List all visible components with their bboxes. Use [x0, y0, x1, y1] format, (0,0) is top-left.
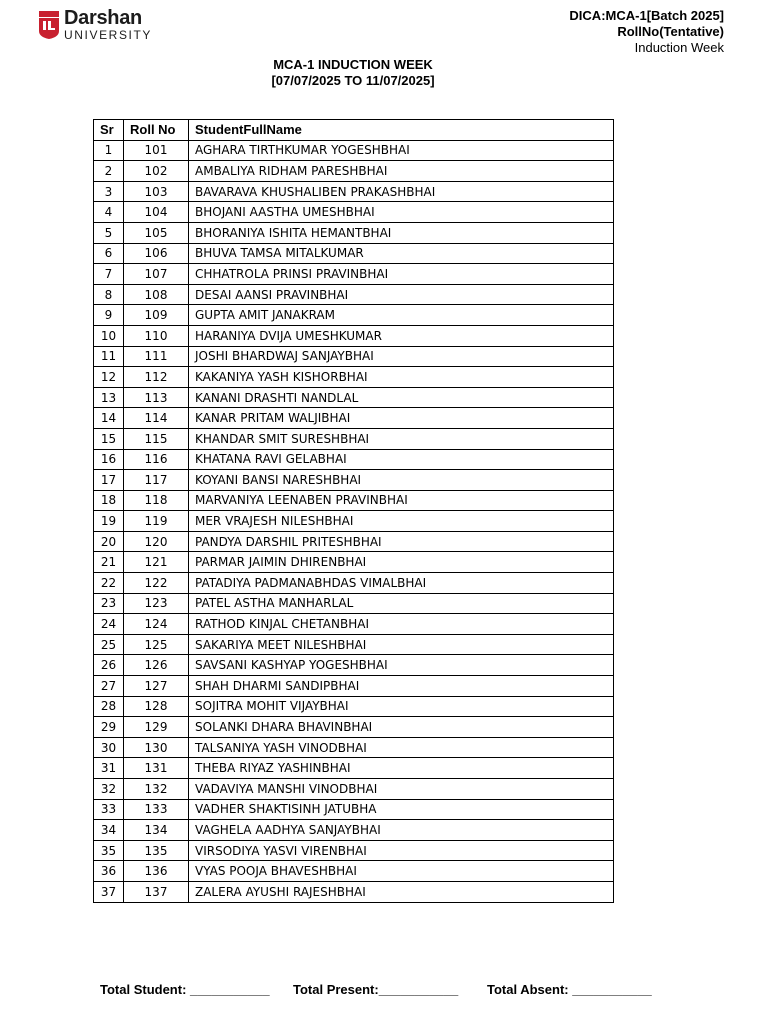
cell-student-name: BAVARAVA KHUSHALIBEN PRAKASHBHAI [189, 181, 614, 202]
total-present-field: Total Present:___________ [293, 982, 459, 997]
table-row [94, 490, 614, 511]
cell-student-name: VYAS POOJA BHAVESHBHAI [189, 861, 614, 882]
cell-student-name: KANANI DRASHTI NANDLAL [189, 387, 614, 408]
cell-student-name: VADHER SHAKTISINH JATUBHA [189, 799, 614, 820]
cell-roll-no: 106 [124, 243, 189, 264]
cell-sr: 8 [94, 284, 124, 305]
document-header-info [569, 8, 724, 56]
student-roster-table [93, 119, 614, 903]
event-label: Induction Week [634, 40, 724, 55]
cell-student-name: RATHOD KINJAL CHETANBHAI [189, 614, 614, 635]
cell-student-name: MARVANIYA LEENABEN PRAVINBHAI [189, 490, 614, 511]
cell-student-name: PATEL ASTHA MANHARLAL [189, 593, 614, 614]
table-row [94, 593, 614, 614]
table-row [94, 779, 614, 800]
table-row [94, 346, 614, 367]
cell-sr: 26 [94, 655, 124, 676]
cell-roll-no: 121 [124, 552, 189, 573]
table-row [94, 799, 614, 820]
cell-student-name: SAKARIYA MEET NILESHBHAI [189, 634, 614, 655]
table-row [94, 573, 614, 594]
cell-roll-no: 133 [124, 799, 189, 820]
cell-student-name: MER VRAJESH NILESHBHAI [189, 511, 614, 532]
cell-roll-no: 111 [124, 346, 189, 367]
cell-sr: 21 [94, 552, 124, 573]
cell-sr: 12 [94, 367, 124, 388]
cell-student-name: VIRSODIYA YASVI VIRENBHAI [189, 840, 614, 861]
cell-roll-no: 115 [124, 428, 189, 449]
cell-roll-no: 129 [124, 717, 189, 738]
cell-sr: 33 [94, 799, 124, 820]
cell-sr: 15 [94, 428, 124, 449]
table-row [94, 696, 614, 717]
cell-sr: 22 [94, 573, 124, 594]
cell-roll-no: 128 [124, 696, 189, 717]
cell-roll-no: 119 [124, 511, 189, 532]
cell-sr: 18 [94, 490, 124, 511]
cell-student-name: AMBALIYA RIDHAM PARESHBHAI [189, 161, 614, 182]
cell-roll-no: 122 [124, 573, 189, 594]
cell-sr: 4 [94, 202, 124, 223]
table-body [94, 140, 614, 902]
university-emblem-icon [37, 11, 61, 39]
cell-sr: 24 [94, 614, 124, 635]
table-row [94, 428, 614, 449]
cell-roll-no: 101 [124, 140, 189, 161]
cell-sr: 20 [94, 531, 124, 552]
cell-student-name: DESAI AANSI PRAVINBHAI [189, 284, 614, 305]
title-line-2: [07/07/2025 TO 11/07/2025] [271, 73, 435, 88]
cell-roll-no: 123 [124, 593, 189, 614]
total-student-field: Total Student: ___________ [100, 982, 270, 997]
table-row [94, 222, 614, 243]
cell-sr: 30 [94, 737, 124, 758]
cell-roll-no: 132 [124, 779, 189, 800]
cell-roll-no: 136 [124, 861, 189, 882]
university-logo [37, 9, 152, 43]
cell-student-name: KOYANI BANSI NARESHBHAI [189, 470, 614, 491]
table-row [94, 758, 614, 779]
table-row [94, 161, 614, 182]
cell-roll-no: 126 [124, 655, 189, 676]
logo-name: Darshan [64, 7, 142, 29]
cell-sr: 14 [94, 408, 124, 429]
cell-roll-no: 107 [124, 264, 189, 285]
table-row [94, 531, 614, 552]
cell-sr: 5 [94, 222, 124, 243]
table-row [94, 655, 614, 676]
cell-student-name: SAVSANI KASHYAP YOGESHBHAI [189, 655, 614, 676]
cell-student-name: SOJITRA MOHIT VIJAYBHAI [189, 696, 614, 717]
cell-sr: 11 [94, 346, 124, 367]
cell-student-name: SOLANKI DHARA BHAVINBHAI [189, 717, 614, 738]
header-student-name: StudentFullName [189, 120, 614, 141]
cell-student-name: BHOJANI AASTHA UMESHBHAI [189, 202, 614, 223]
cell-sr: 37 [94, 881, 124, 902]
table-row [94, 387, 614, 408]
cell-student-name: KHANDAR SMIT SURESHBHAI [189, 428, 614, 449]
cell-roll-no: 125 [124, 634, 189, 655]
table-row [94, 861, 614, 882]
cell-sr: 16 [94, 449, 124, 470]
cell-sr: 19 [94, 511, 124, 532]
cell-student-name: CHHATROLA PRINSI PRAVINBHAI [189, 264, 614, 285]
table-row [94, 243, 614, 264]
cell-sr: 1 [94, 140, 124, 161]
cell-roll-no: 104 [124, 202, 189, 223]
cell-sr: 6 [94, 243, 124, 264]
cell-student-name: VAGHELA AADHYA SANJAYBHAI [189, 820, 614, 841]
table-row [94, 367, 614, 388]
cell-roll-no: 120 [124, 531, 189, 552]
table-row [94, 676, 614, 697]
cell-roll-no: 117 [124, 470, 189, 491]
table-row [94, 511, 614, 532]
table-row [94, 737, 614, 758]
cell-roll-no: 130 [124, 737, 189, 758]
cell-sr: 23 [94, 593, 124, 614]
cell-student-name: PATADIYA PADMANABHDAS VIMALBHAI [189, 573, 614, 594]
cell-roll-no: 108 [124, 284, 189, 305]
cell-roll-no: 112 [124, 367, 189, 388]
cell-roll-no: 131 [124, 758, 189, 779]
table-row [94, 449, 614, 470]
cell-student-name: ZALERA AYUSHI RAJESHBHAI [189, 881, 614, 902]
cell-roll-no: 124 [124, 614, 189, 635]
logo-subtitle: UNIVERSITY [64, 28, 153, 42]
cell-roll-no: 103 [124, 181, 189, 202]
cell-student-name: TALSANIYA YASH VINODBHAI [189, 737, 614, 758]
cell-student-name: PARMAR JAIMIN DHIRENBHAI [189, 552, 614, 573]
cell-student-name: KAKANIYA YASH KISHORBHAI [189, 367, 614, 388]
cell-student-name: JOSHI BHARDWAJ SANJAYBHAI [189, 346, 614, 367]
cell-sr: 27 [94, 676, 124, 697]
table-row [94, 140, 614, 161]
cell-sr: 13 [94, 387, 124, 408]
header-roll-no: Roll No [124, 120, 189, 141]
cell-sr: 36 [94, 861, 124, 882]
table-row [94, 325, 614, 346]
total-absent-field: Total Absent: ___________ [487, 982, 652, 997]
table-row [94, 840, 614, 861]
table-header-row [94, 120, 614, 141]
header-sr: Sr [94, 120, 124, 141]
rollno-label: RollNo(Tentative) [617, 24, 724, 39]
cell-roll-no: 135 [124, 840, 189, 861]
table-row [94, 470, 614, 491]
table-row [94, 284, 614, 305]
cell-sr: 9 [94, 305, 124, 326]
cell-sr: 28 [94, 696, 124, 717]
cell-student-name: HARANIYA DVIJA UMESHKUMAR [189, 325, 614, 346]
cell-student-name: PANDYA DARSHIL PRITESHBHAI [189, 531, 614, 552]
cell-roll-no: 110 [124, 325, 189, 346]
table-row [94, 202, 614, 223]
cell-sr: 34 [94, 820, 124, 841]
cell-student-name: BHUVA TAMSA MITALKUMAR [189, 243, 614, 264]
table-row [94, 408, 614, 429]
cell-sr: 31 [94, 758, 124, 779]
table-row [94, 881, 614, 902]
cell-roll-no: 127 [124, 676, 189, 697]
cell-roll-no: 134 [124, 820, 189, 841]
table-row [94, 717, 614, 738]
cell-sr: 25 [94, 634, 124, 655]
cell-roll-no: 109 [124, 305, 189, 326]
cell-roll-no: 114 [124, 408, 189, 429]
cell-student-name: KANAR PRITAM WALJIBHAI [189, 408, 614, 429]
cell-student-name: BHORANIYA ISHITA HEMANTBHAI [189, 222, 614, 243]
title-line-1: MCA-1 INDUCTION WEEK [273, 57, 433, 72]
cell-student-name: SHAH DHARMI SANDIPBHAI [189, 676, 614, 697]
cell-roll-no: 102 [124, 161, 189, 182]
cell-student-name: VADAVIYA MANSHI VINODBHAI [189, 779, 614, 800]
cell-sr: 29 [94, 717, 124, 738]
cell-sr: 7 [94, 264, 124, 285]
cell-student-name: AGHARA TIRTHKUMAR YOGESHBHAI [189, 140, 614, 161]
cell-sr: 3 [94, 181, 124, 202]
cell-student-name: THEBA RIYAZ YASHINBHAI [189, 758, 614, 779]
cell-sr: 10 [94, 325, 124, 346]
table-row [94, 181, 614, 202]
table-row [94, 305, 614, 326]
page-title [0, 57, 706, 89]
cell-roll-no: 105 [124, 222, 189, 243]
table-row [94, 264, 614, 285]
table-row [94, 634, 614, 655]
cell-sr: 2 [94, 161, 124, 182]
cell-roll-no: 137 [124, 881, 189, 902]
cell-student-name: GUPTA AMIT JANAKRAM [189, 305, 614, 326]
cell-student-name: KHATANA RAVI GELABHAI [189, 449, 614, 470]
batch-label: DICA:MCA-1[Batch 2025] [569, 8, 724, 23]
cell-sr: 17 [94, 470, 124, 491]
cell-sr: 35 [94, 840, 124, 861]
cell-roll-no: 113 [124, 387, 189, 408]
table-row [94, 552, 614, 573]
cell-sr: 32 [94, 779, 124, 800]
table-row [94, 614, 614, 635]
table-row [94, 820, 614, 841]
cell-roll-no: 118 [124, 490, 189, 511]
cell-roll-no: 116 [124, 449, 189, 470]
